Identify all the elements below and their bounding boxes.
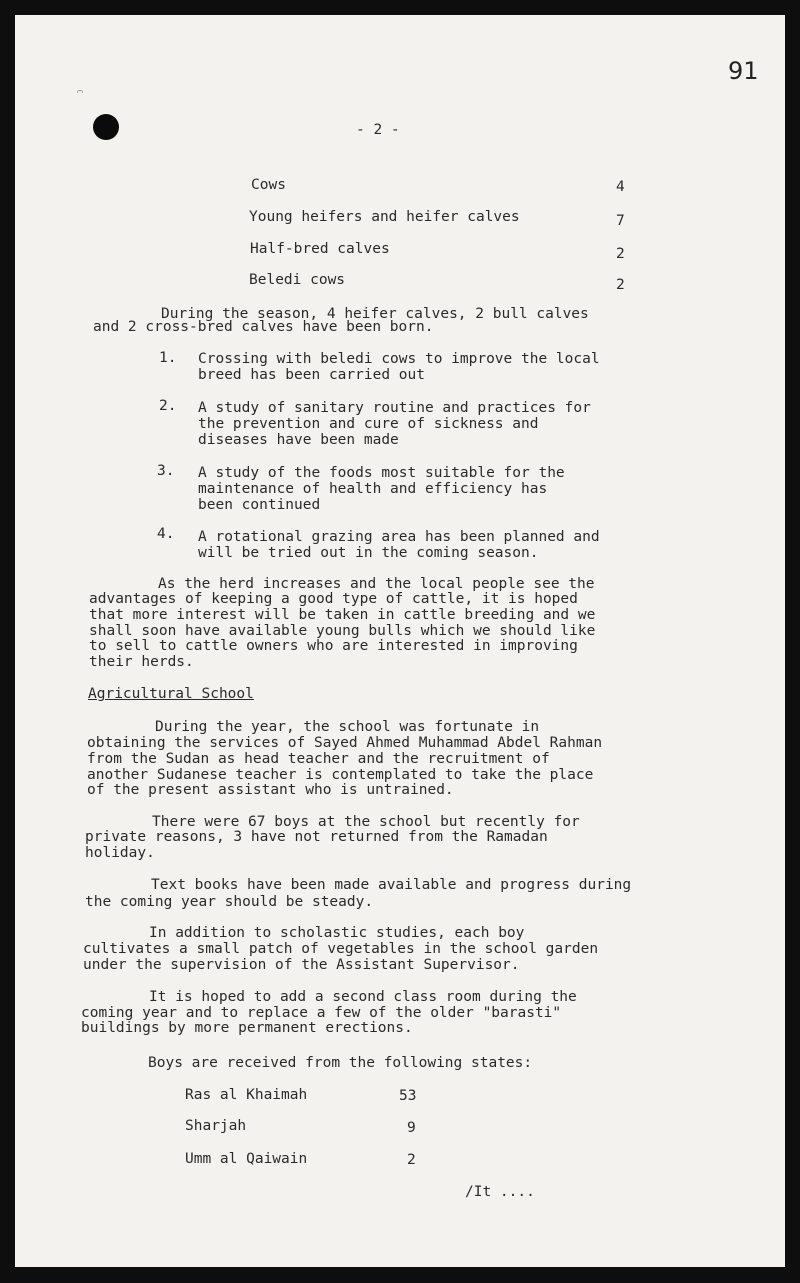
cattle-label: Cows [251, 177, 286, 193]
state-label: Ras al Khaimah [185, 1087, 308, 1103]
state-value: 9 [407, 1120, 416, 1136]
item-number: 4. [157, 526, 175, 542]
item-number: 2. [159, 398, 177, 414]
item-line: will be tried out in the coming season. [198, 545, 539, 561]
paragraph-line: During the year, the school was fortunate in [155, 719, 540, 735]
punch-hole [93, 114, 119, 140]
item-line: breed has been carried out [198, 367, 425, 383]
margin-mark: ⌒ [77, 87, 84, 98]
paragraph-line: During the season, 4 heifer calves, 2 bull calves [161, 306, 589, 322]
paragraph-line: from the Sudan as head teacher and the recruitment of [87, 751, 550, 767]
paragraph-line: obtaining the services of Sayed Ahmed Muhammad Abdel Rahman [87, 735, 603, 751]
paragraph-line: another Sudanese teacher is contemplated to take the place [87, 767, 594, 783]
cattle-value: 2 [616, 246, 625, 262]
item-line: A rotational grazing area has been planned and [198, 529, 600, 545]
paragraph-line: Boys are received from the following states: [148, 1055, 533, 1071]
paragraph-line: Text books have been made available and progress during [151, 877, 632, 893]
item-line: maintenance of health and efficiency has [198, 481, 548, 497]
cattle-label: Half-bred calves [250, 241, 390, 257]
paragraph-line: under the supervision of the Assistant Supervisor. [83, 957, 520, 973]
item-number: 3. [157, 463, 175, 479]
document-page [15, 15, 785, 1267]
state-value: 2 [407, 1152, 416, 1168]
cattle-value: 7 [616, 213, 625, 229]
state-label: Sharjah [185, 1118, 247, 1134]
page-number: - 2 - [356, 122, 400, 138]
paragraph-line: the coming year should be steady. [85, 894, 374, 910]
cattle-label: Young heifers and heifer calves [249, 209, 520, 225]
paragraph-line: holiday. [85, 845, 155, 861]
state-label: Umm al Qaiwain [185, 1151, 308, 1167]
paragraph-line: There were 67 boys at the school but recently for [152, 814, 580, 830]
cattle-value: 2 [616, 277, 625, 293]
catchword: /It .... [465, 1184, 535, 1200]
paragraph-line: their herds. [89, 654, 194, 670]
section-heading: Agricultural School [88, 686, 254, 702]
item-line: been continued [198, 497, 321, 513]
cattle-label: Beledi cows [249, 272, 346, 288]
paragraph-line: cultivates a small patch of vegetables in the school garden [83, 941, 599, 957]
item-line: A study of the foods most suitable for the [198, 465, 565, 481]
paragraph-line: It is hoped to add a second class room during the [149, 989, 577, 1005]
paragraph-line: and 2 cross-bred calves have been born. [93, 319, 434, 335]
paragraph-line: coming year and to replace a few of the older "barasti" [81, 1005, 562, 1021]
paragraph-line: that more interest will be taken in cattle breeding and we [89, 607, 596, 623]
paragraph-line: As the herd increases and the local people see the [158, 576, 595, 592]
item-line: A study of sanitary routine and practices for [198, 400, 591, 416]
paragraph-line: of the present assistant who is untrained. [87, 782, 454, 798]
folio-number: 91 [728, 57, 759, 85]
item-line: the prevention and cure of sickness and [198, 416, 539, 432]
paragraph-line: shall soon have available young bulls which we should like [89, 623, 596, 639]
paragraph-line: to sell to cattle owners who are interested in improving [89, 638, 578, 654]
paragraph-line: In addition to scholastic studies, each boy [149, 925, 525, 941]
paragraph-line: private reasons, 3 have not returned from the Ramadan [85, 829, 548, 845]
item-line: Crossing with beledi cows to improve the local [198, 351, 600, 367]
item-number: 1. [159, 350, 177, 366]
paragraph-line: buildings by more permanent erections. [81, 1020, 413, 1036]
item-line: diseases have been made [198, 432, 399, 448]
paragraph-line: advantages of keeping a good type of cattle, it is hoped [89, 591, 578, 607]
cattle-value: 4 [616, 179, 625, 195]
state-value: 53 [399, 1088, 417, 1104]
